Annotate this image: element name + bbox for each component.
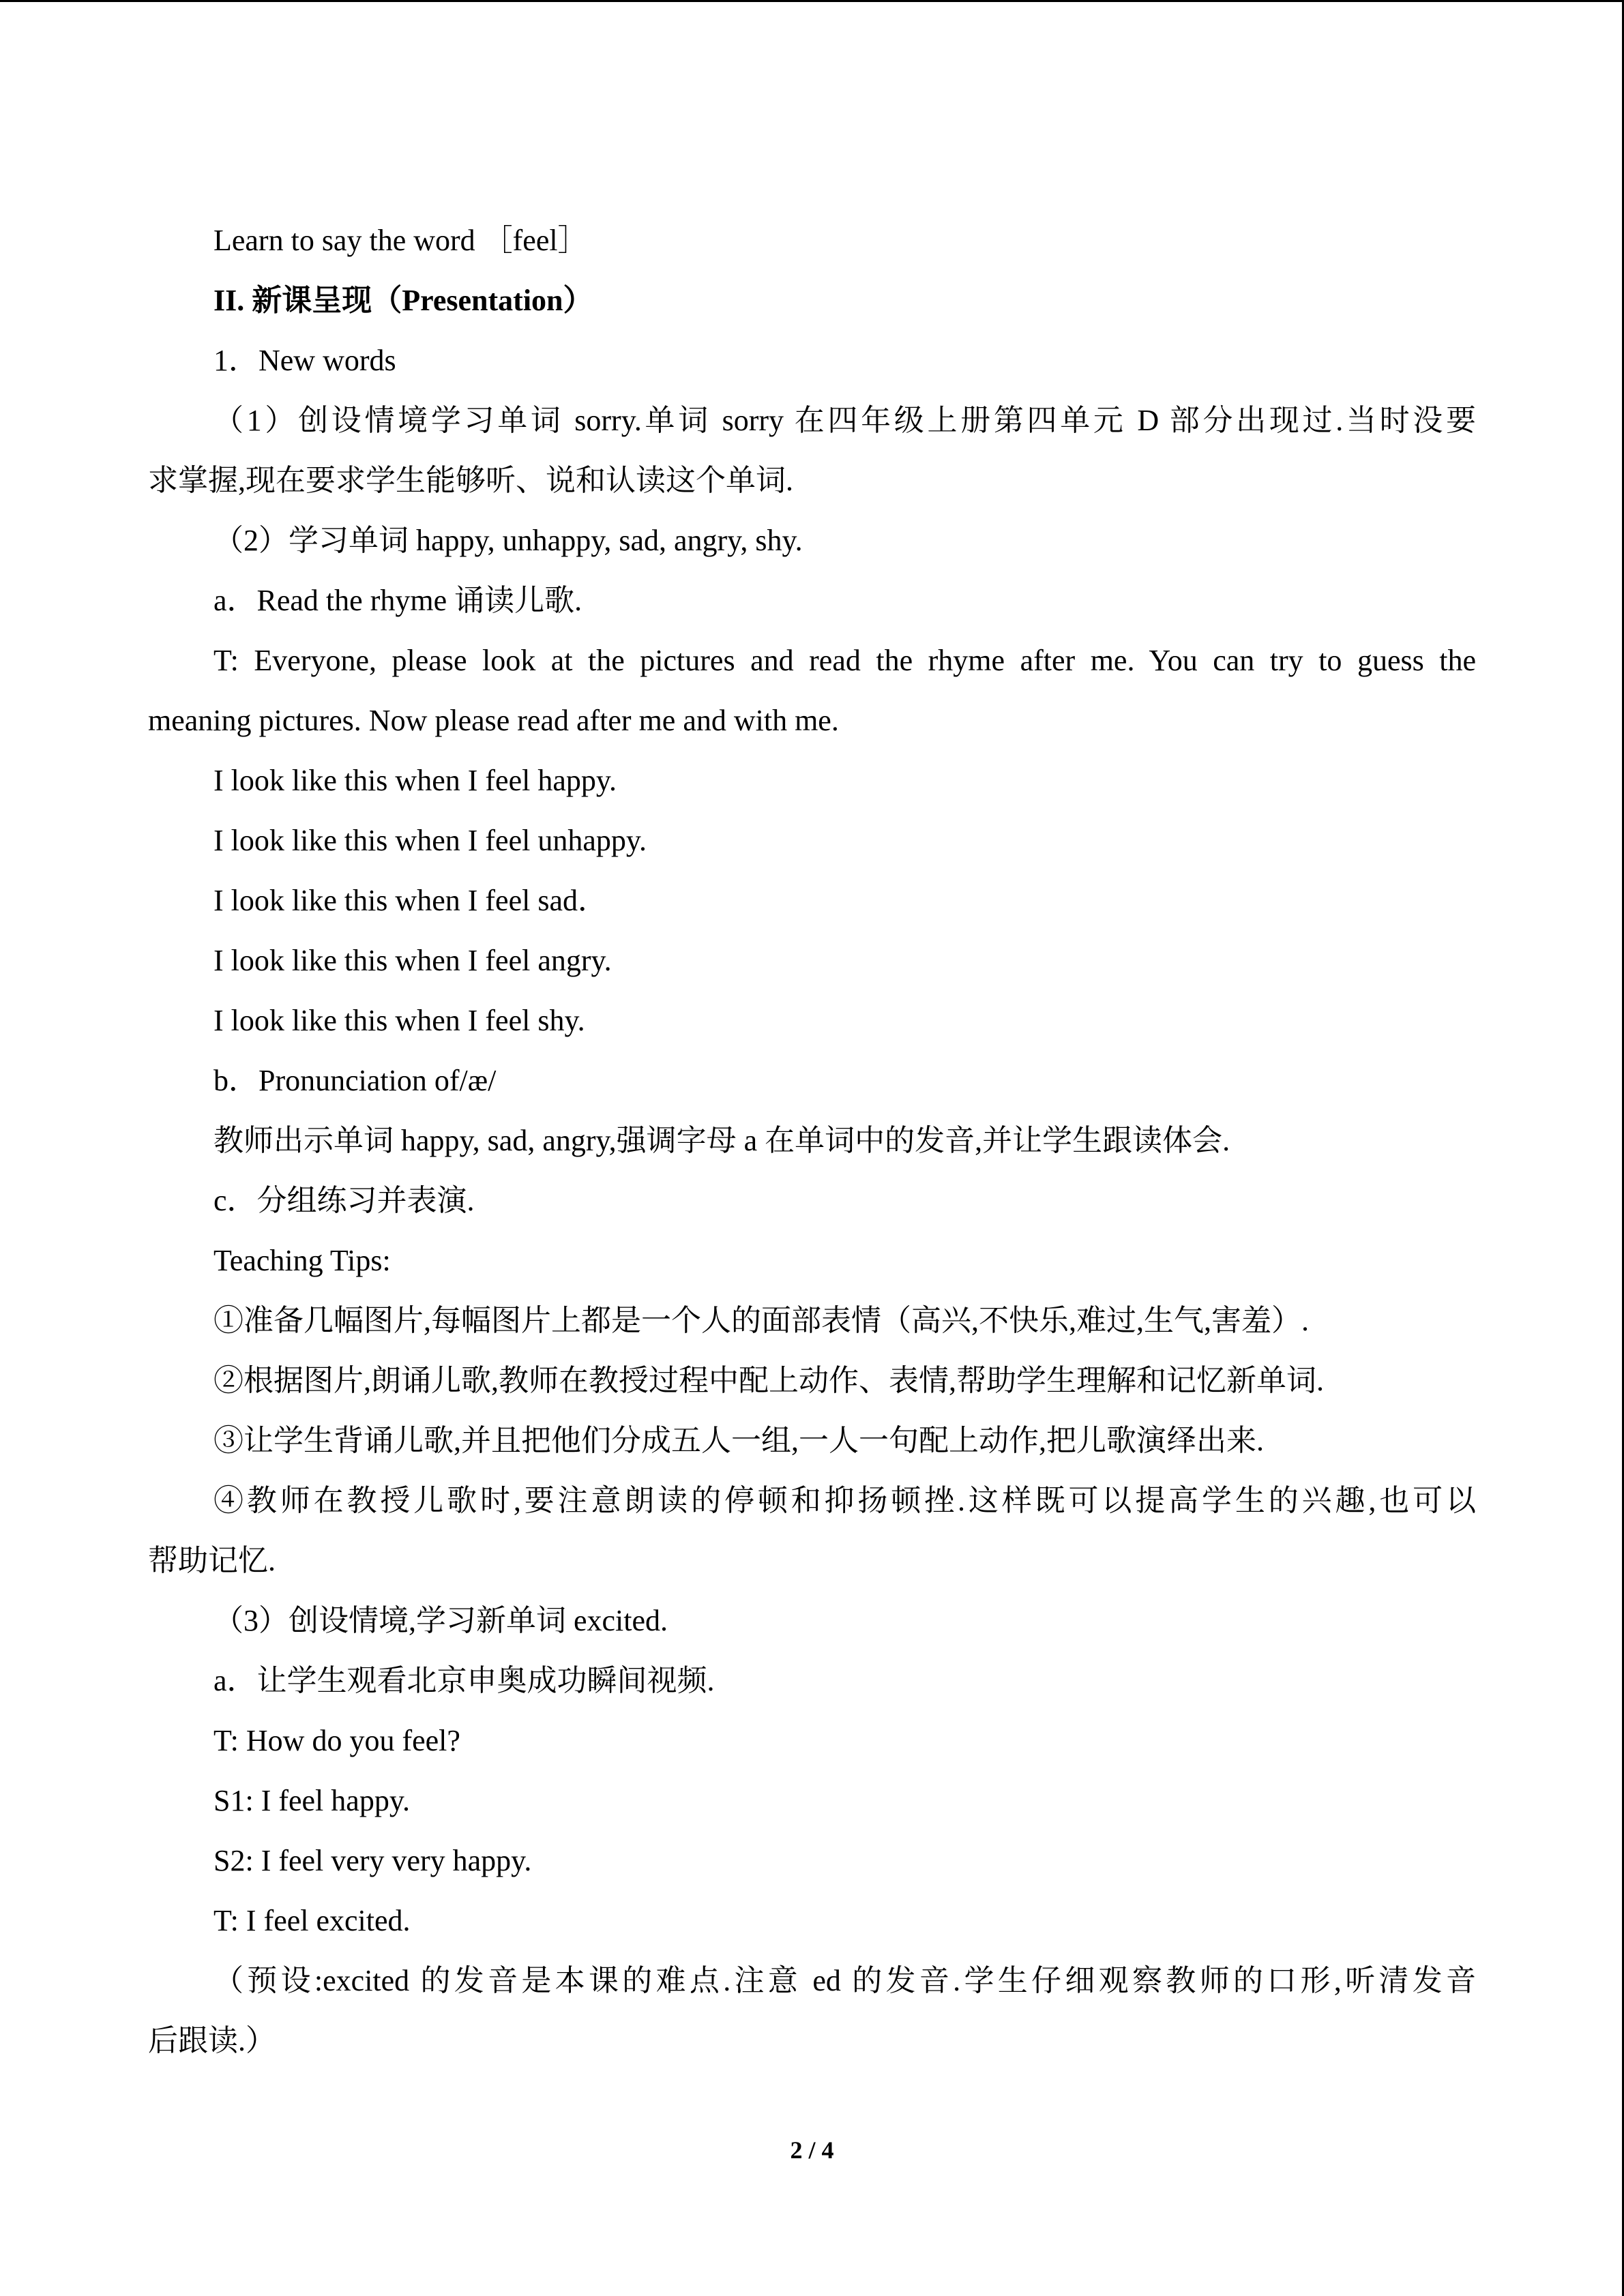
lead-in-line: Learn to say the word ［feel］: [213, 224, 588, 257]
tips-heading: Teaching Tips:: [213, 1244, 391, 1277]
dialogue-line: meaning pictures. Now please read after me and with me.: [148, 704, 839, 737]
dialogue-line: S1: I feel happy.: [213, 1784, 410, 1817]
paragraph-line: （1）创设情境学习单词 sorry.单词 sorry 在四年级上册第四单元 D 部分出现过.当时没要: [213, 404, 1476, 437]
page-number: 2 / 4: [790, 2136, 834, 2164]
rhyme-line: I look like this when I feel shy.: [213, 1004, 585, 1037]
tip-item: ④教师在教授儿歌时,要注意朗读的停顿和抑扬顿挫.这样既可以提高学生的兴趣,也可以: [213, 1484, 1476, 1517]
dialogue-line: S2: I feel very very happy.: [213, 1844, 532, 1877]
paragraph-line: 后跟读.）: [148, 2024, 276, 2057]
document-body: [148, 211, 1476, 2071]
section-heading: II. 新课呈现（Presentation）: [213, 284, 593, 317]
dialogue-line: T: Everyone, please look at the pictures and read the rhyme after me. You can try to guess the: [213, 644, 1476, 677]
paragraph-line: 求掌握,现在要求学生能够听、说和认读这个单词.: [148, 464, 793, 497]
paragraph-line: 教师出示单词 happy, sad, angry,强调字母 a 在单词中的发音,并让学生跟读体会.: [213, 1124, 1230, 1157]
rhyme-line: I look like this when I feel unhappy.: [213, 824, 647, 857]
tip-item: 帮助记忆.: [148, 1544, 276, 1577]
tip-item: ①准备几幅图片,每幅图片上都是一个人的面部表情（高兴,不快乐,难过,生气,害羞）.: [213, 1304, 1309, 1337]
dialogue-line: T: How do you feel?: [213, 1724, 460, 1757]
paragraph-line: a．Read the rhyme 诵读儿歌.: [213, 584, 582, 617]
rhyme-line: I look like this when I feel angry.: [213, 944, 612, 977]
paragraph-line: （预设:excited 的发音是本课的难点.注意 ed 的发音.学生仔细观察教师的口形,听清发音: [213, 1964, 1476, 1997]
tip-item: ③让学生背诵儿歌,并且把他们分成五人一组,一人一句配上动作,把儿歌演绎出来.: [213, 1424, 1264, 1457]
rhyme-line: I look like this when I feel happy.: [213, 764, 617, 797]
subsection-heading: 1．New words: [213, 344, 396, 377]
paragraph-line: （2）学习单词 happy, unhappy, sad, angry, shy.: [213, 524, 803, 557]
tip-item: ②根据图片,朗诵儿歌,教师在教授过程中配上动作、表情,帮助学生理解和记忆新单词.: [213, 1364, 1324, 1397]
paragraph-line: a．让学生观看北京申奥成功瞬间视频.: [213, 1664, 715, 1697]
paragraph-line: （3）创设情境,学习新单词 excited.: [213, 1604, 668, 1637]
paragraph-line: b．Pronunciation of/æ/: [213, 1064, 497, 1097]
paragraph-line: c．分组练习并表演.: [213, 1184, 475, 1217]
dialogue-line: T: I feel excited.: [213, 1904, 411, 1937]
rhyme-line: I look like this when I feel sad．: [213, 884, 608, 917]
